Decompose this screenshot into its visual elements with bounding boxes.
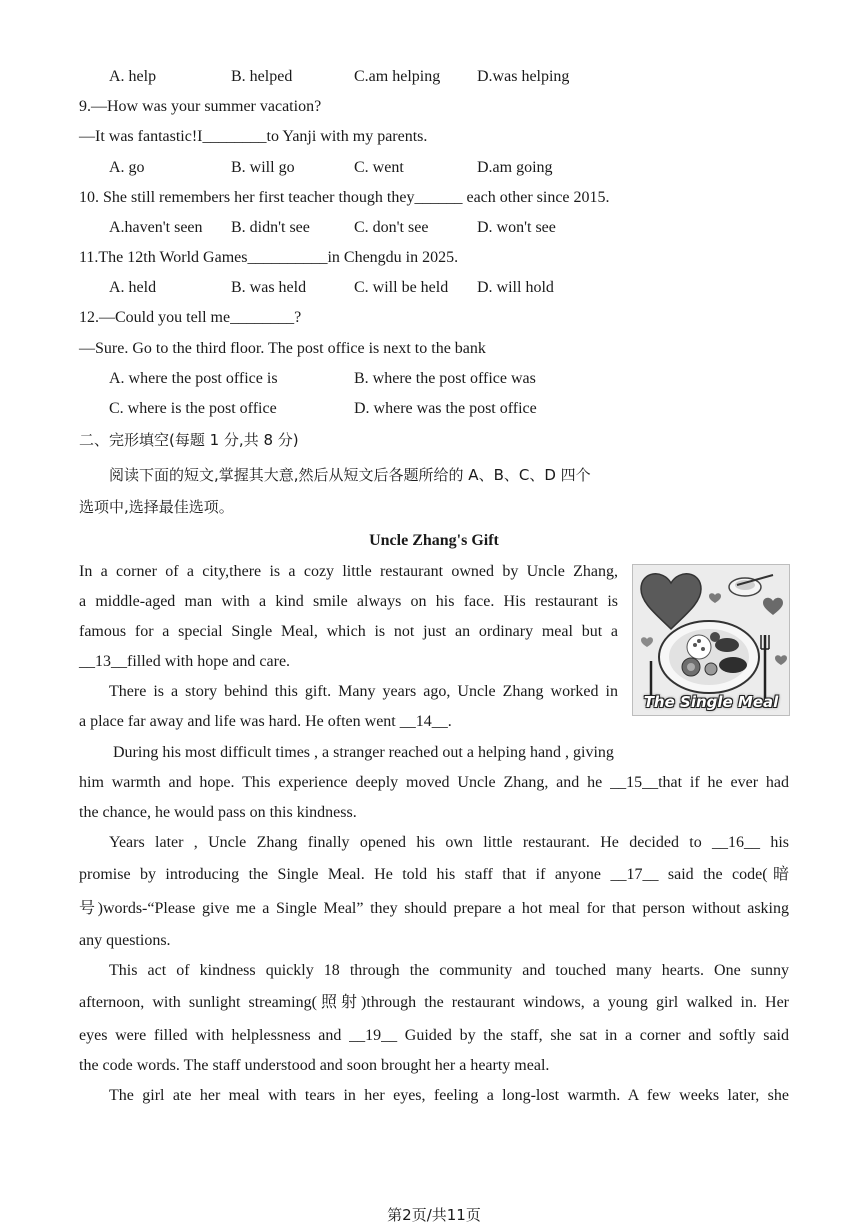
- section-heading: 二、完形填空(每题 1 分,共 8 分): [79, 431, 299, 449]
- section-instruction-line2: 选项中,选择最佳选项。: [79, 498, 234, 516]
- q8-option-b: B. helped: [231, 68, 293, 85]
- q10-question: 10. She still remembers her first teacher though they______ each other since 2015.: [79, 189, 610, 206]
- passage-line-15: afternoon, with sunlight streaming(照射)through the restaurant windows, a young girl walked in. Her: [79, 994, 789, 1011]
- single-meal-illustration: [632, 564, 790, 716]
- passage-line-5: There is a story behind this gift. Many years ago, Uncle Zhang worked in: [109, 683, 618, 700]
- page-number: 第2页/共11页: [387, 1206, 481, 1224]
- section-instruction-line1: 阅读下面的短文,掌握其大意,然后从短文后各题所给的 A、B、C、D 四个: [109, 466, 591, 484]
- passage-line-12: 号)words-“Please give me a Single Meal” they should prepare a hot meal for that person without asking: [79, 900, 789, 917]
- q9-answer: —It was fantastic!I________to Yanji with my parents.: [79, 128, 428, 145]
- q9-option-b: B. will go: [231, 159, 295, 176]
- passage-line-9: the chance, he would pass on this kindness.: [79, 804, 357, 821]
- q10-option-c: C. don't see: [354, 219, 429, 236]
- passage-line-10: Years later , Uncle Zhang finally opened his own little restaurant. He decided to __16__ his: [109, 834, 789, 851]
- passage-line-2: a middle-aged man with a kind smile always on his face. His restaurant is: [79, 593, 618, 610]
- q12-option-b: B. where the post office was: [354, 370, 536, 387]
- passage-line-11: promise by introducing the Single Meal. He told his staff that if anyone __17__ said the code(暗: [79, 866, 789, 883]
- q10-option-b: B. didn't see: [231, 219, 310, 236]
- q12-option-c: C. where is the post office: [109, 400, 277, 417]
- q9-option-a: A. go: [109, 159, 145, 176]
- q11-question: 11.The 12th World Games__________in Chengdu in 2025.: [79, 249, 459, 266]
- q12-option-d: D. where was the post office: [354, 400, 537, 417]
- passage-line-6: a place far away and life was hard. He often went __14__.: [79, 713, 452, 730]
- passage-line-1: In a corner of a city,there is a cozy little restaurant owned by Uncle Zhang,: [79, 563, 618, 580]
- q8-option-d: D.was helping: [477, 68, 570, 85]
- q8-option-a: A. help: [109, 68, 157, 85]
- q10-option-a: A.haven't seen: [109, 219, 203, 236]
- passage-line-14: This act of kindness quickly 18 through the community and touched many hearts. One sunny: [109, 962, 789, 979]
- passage-line-18: The girl ate her meal with tears in her eyes, feeling a long-lost warmth. A few weeks later, she: [109, 1087, 789, 1104]
- q12-option-a: A. where the post office is: [109, 370, 278, 387]
- q11-option-d: D. will hold: [477, 279, 554, 296]
- q11-option-a: A. held: [109, 279, 157, 296]
- q9-option-c: C. went: [354, 159, 404, 176]
- figure-caption: The Single Meal: [643, 693, 779, 711]
- passage-line-3: famous for a special Single Meal, which is not just an ordinary meal but a: [79, 623, 618, 640]
- q12-question: 12.—Could you tell me________?: [79, 309, 302, 326]
- passage-line-4: __13__filled with hope and care.: [79, 653, 291, 670]
- q11-option-b: B. was held: [231, 279, 307, 296]
- q12-answer: —Sure. Go to the third floor. The post office is next to the bank: [79, 340, 486, 357]
- q11-option-c: C. will be held: [354, 279, 449, 296]
- passage-title: Uncle Zhang's Gift: [369, 532, 499, 549]
- q10-option-d: D. won't see: [477, 219, 556, 236]
- q9-question: 9.—How was your summer vacation?: [79, 98, 322, 115]
- passage-line-13: any questions.: [79, 932, 171, 949]
- q9-option-d: D.am going: [477, 159, 553, 176]
- passage-line-16: eyes were filled with helplessness and __19__ Guided by the staff, she sat in a corner and softly said: [79, 1027, 789, 1044]
- passage-line-7: During his most difficult times , a stranger reached out a helping hand , giving: [113, 744, 614, 761]
- passage-line-8: him warmth and hope. This experience deeply moved Uncle Zhang, and he __15__that if he ever had: [79, 774, 789, 791]
- q8-option-c: C.am helping: [354, 68, 441, 85]
- passage-line-17: the code words. The staff understood and soon brought her a hearty meal.: [79, 1057, 550, 1074]
